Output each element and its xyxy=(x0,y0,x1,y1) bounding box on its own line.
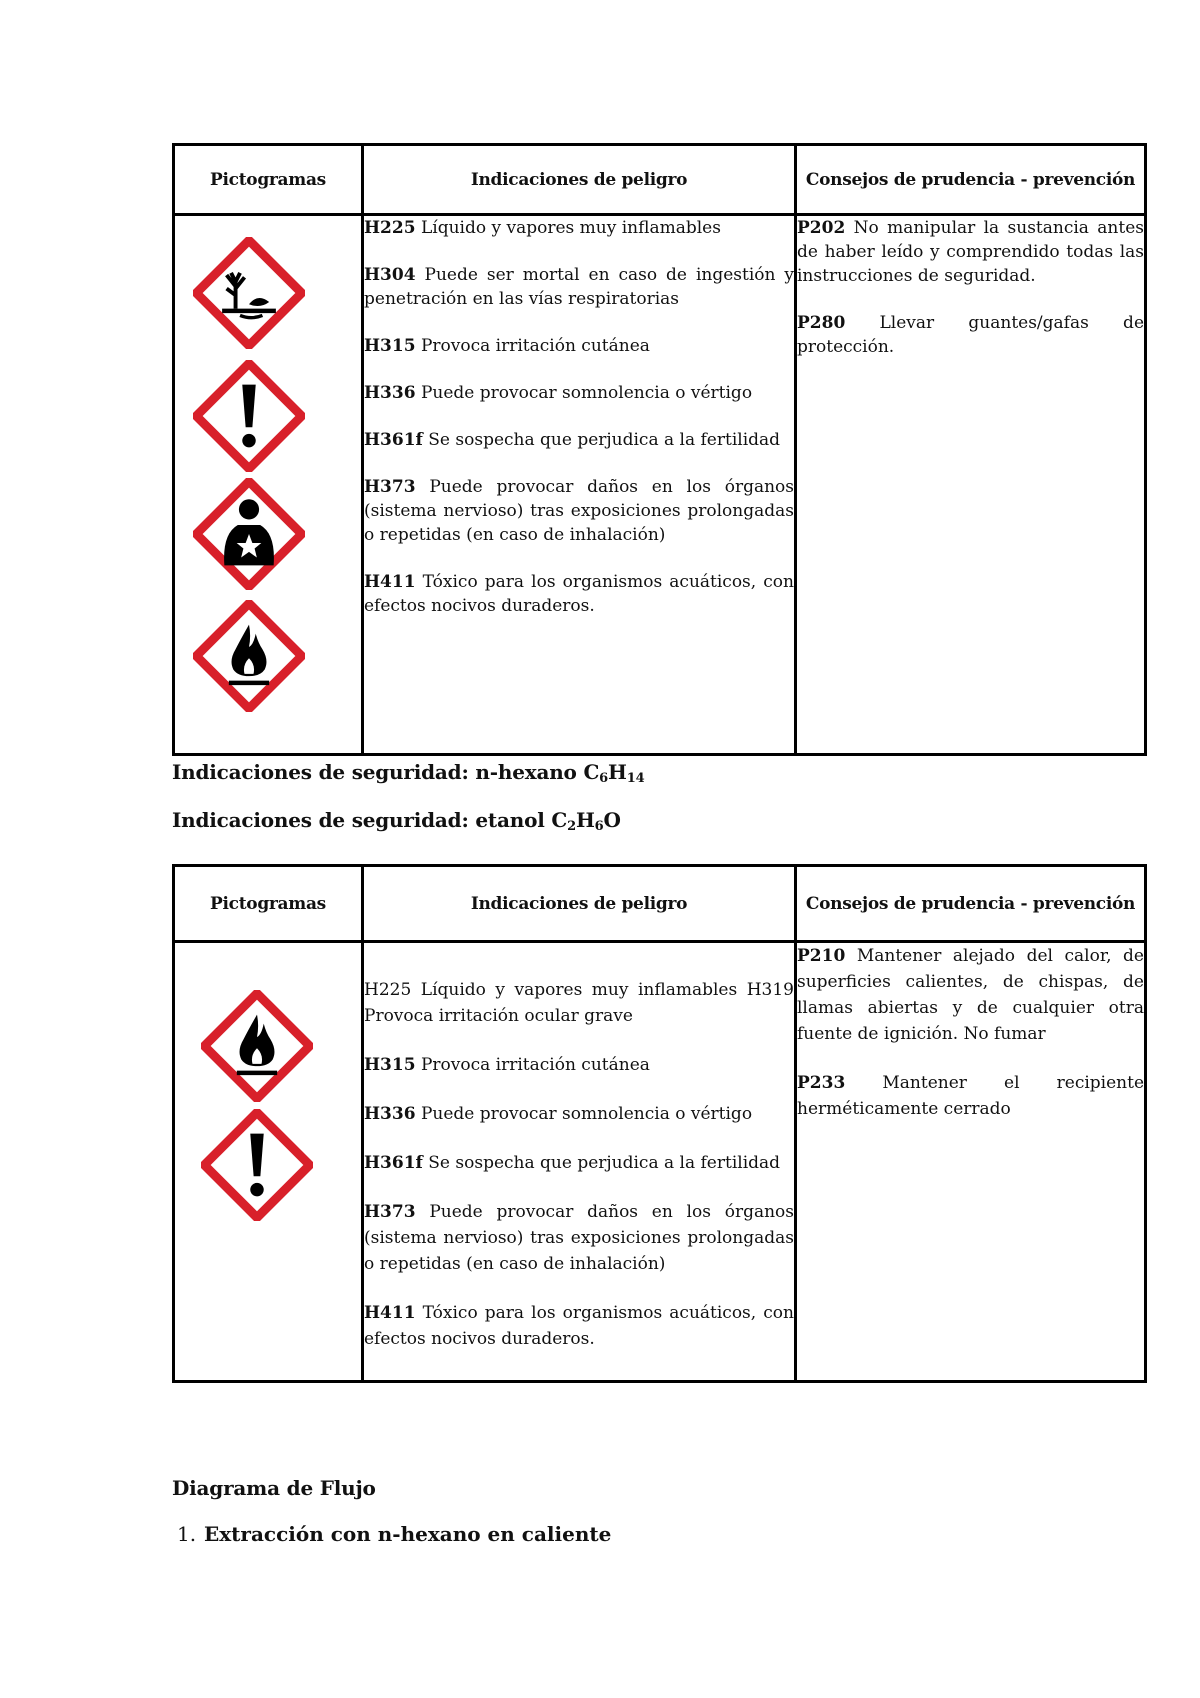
precautionary-statements-cell xyxy=(796,215,1146,755)
list-item-text: Extracción con n-hexano en caliente xyxy=(204,1522,612,1546)
hazard-statement: H315 Provoca irritación cutánea xyxy=(364,1055,650,1075)
header-precautionary-statements: Consejos de prudencia - prevención xyxy=(796,145,1146,215)
list-item xyxy=(177,1522,612,1546)
flame-icon xyxy=(193,600,305,712)
hazard-statement: H336 Puede provocar somnolencia o vértigo xyxy=(364,383,753,403)
hazard-statement: H411 Tóxico para los organismos acuáticos, con efectos nocivos duraderos. xyxy=(364,1303,794,1349)
hazard-table-hexane xyxy=(172,143,1147,756)
header-pictograms: Pictogramas xyxy=(174,866,363,942)
hazard-statements-cell xyxy=(363,215,796,755)
hazard-statement: H373 Puede provocar daños en los órganos (sistema nervioso) tras exposiciones prolongadas o repetidas (en caso de inhalación) xyxy=(364,477,794,545)
hazard-table-ethanol xyxy=(172,864,1147,1383)
hazard-statement: H315 Provoca irritación cutánea xyxy=(364,336,650,356)
exclamation-icon xyxy=(193,360,305,472)
list-item-number: 1. xyxy=(177,1522,197,1546)
header-hazard-statements: Indicaciones de peligro xyxy=(363,866,796,942)
hazard-statements-cell xyxy=(363,942,796,1382)
heading-hexane: Indicaciones de seguridad: n-hexano $C_6H_{14}$ xyxy=(172,760,645,786)
header-pictograms: Pictogramas xyxy=(174,145,363,215)
health-hazard-icon xyxy=(193,478,305,590)
precautionary-statement: P280 Llevar guantes/gafas de protección. xyxy=(797,313,1144,357)
hazard-statement: H336 Puede provocar somnolencia o vértigo xyxy=(364,1104,753,1124)
pictograms-cell xyxy=(174,215,363,755)
precautionary-statements-cell xyxy=(796,942,1146,1382)
environment-icon xyxy=(193,237,305,349)
flame-icon xyxy=(201,990,313,1102)
header-precautionary-statements: Consejos de prudencia - prevención xyxy=(796,866,1146,942)
heading-ethanol: Indicaciones de seguridad: etanol $C_2H_6O$ xyxy=(172,808,621,834)
hazard-statement: H225 Líquido y vapores muy inflamables xyxy=(364,218,721,238)
hazard-statement: H373 Puede provocar daños en los órganos (sistema nervioso) tras exposiciones prolongadas o repetidas (en caso de inhalación) xyxy=(364,1202,794,1274)
hazard-statement: H361f Se sospecha que perjudica a la fertilidad xyxy=(364,430,781,450)
hazard-statement: H304 Puede ser mortal en caso de ingestión y penetración en las vías respiratorias xyxy=(364,265,794,309)
precautionary-statement: P210 Mantener alejado del calor, de superficies calientes, de chispas, de llamas abiertas y de cualquier otra fuente de ignición. No fumar xyxy=(797,946,1144,1044)
precautionary-statement: P233 Mantener el recipiente herméticamente cerrado xyxy=(797,1073,1144,1119)
exclamation-icon xyxy=(201,1109,313,1221)
pictograms-cell xyxy=(174,942,363,1382)
header-hazard-statements: Indicaciones de peligro xyxy=(363,145,796,215)
hazard-statement: H361f Se sospecha que perjudica a la fertilidad xyxy=(364,1153,781,1173)
section-title: Diagrama de Flujo xyxy=(172,1476,376,1500)
precautionary-statement: P202 No manipular la sustancia antes de haber leído y comprendido todas las instrucciones de seguridad. xyxy=(797,218,1144,286)
hazard-statement: H411 Tóxico para los organismos acuáticos, con efectos nocivos duraderos. xyxy=(364,572,794,616)
hazard-statement: H225 Líquido y vapores muy inflamables H319 Provoca irritación ocular grave xyxy=(364,980,794,1026)
